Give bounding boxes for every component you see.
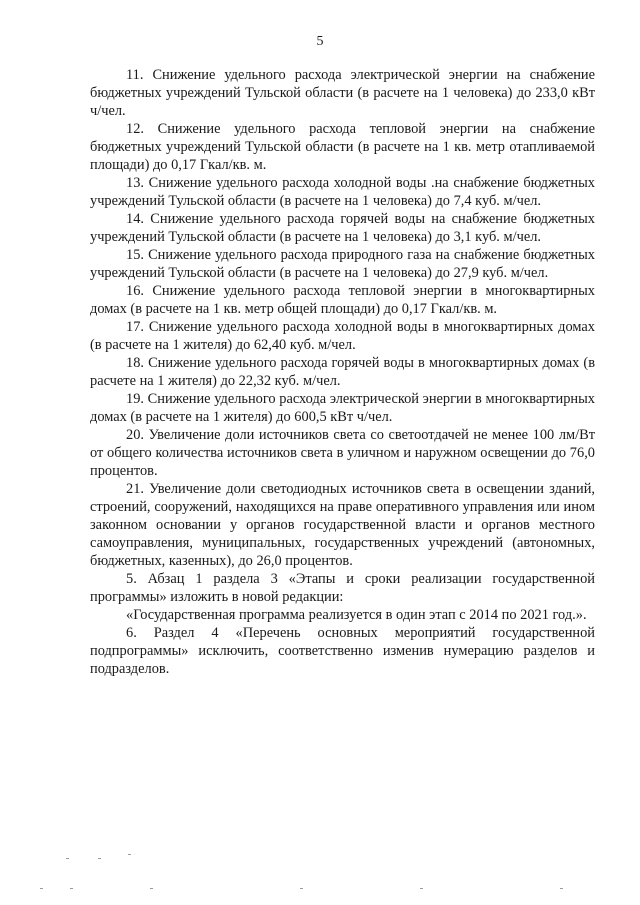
paragraph-item-11: 11. Снижение удельного расхода электрической энергии на снабжение бюджетных учреждений Тульской области (в расчете на 1 человека) до 233,0 кВт ч/чел. — [90, 67, 595, 119]
paragraph-amendment-5: 5. Абзац 1 раздела 3 «Этапы и сроки реализации государственной программы» изложить в новой редакции: — [90, 571, 595, 605]
paragraph-item-16: 16. Снижение удельного расхода тепловой энергии в многоквартирных домах (в расчете на 1 кв. метр общей площади) до 0,17 Гкал/кв. м. — [90, 283, 595, 317]
paragraph-item-13: 13. Снижение удельного расхода холодной воды .на снабжение бюджетных учреждений Тульской области (в расчете на 1 человека) до 7,4 куб. м/чел. — [90, 175, 595, 209]
paragraph-item-14: 14. Снижение удельного расхода горячей воды на снабжение бюджетных учреждений Тульской области (в расчете на 1 человека) до 3,1 куб. м/чел. — [90, 211, 595, 245]
paragraph-item-20: 20. Увеличение доли источников света со светоотдачей не менее 100 лм/Вт от общего количества источников света в уличном и наружном освещении до 76,0 процентов. — [90, 427, 595, 479]
page-number: 5 — [316, 34, 324, 49]
document-body — [90, 66, 595, 678]
paragraph-item-15: 15. Снижение удельного расхода природного газа на снабжение бюджетных учреждений Тульской области (в расчете на 1 человека) до 27,9 куб. м/чел. — [90, 247, 595, 281]
paragraph-quote: «Государственная программа реализуется в один этап с 2014 по 2021 год.». — [126, 607, 587, 623]
paragraph-amendment-6: 6. Раздел 4 «Перечень основных мероприятий государственной подпрограммы» исключить, соответственно изменив нумерацию разделов и подразделов. — [90, 625, 595, 677]
paragraph-item-12: 12. Снижение удельного расхода тепловой энергии на снабжение бюджетных учреждений Тульской области (в расчете на 1 кв. метр отапливаемой площади) до 0,17 Гкал/кв. м. — [90, 121, 595, 173]
paragraph-item-18: 18. Снижение удельного расхода горячей воды в многоквартирных домах (в расчете на 1 жителя) до 22,32 куб. м/чел. — [90, 355, 595, 389]
paragraph-item-19: 19. Снижение удельного расхода электрической энергии в многоквартирных домах (в расчете на 1 жителя) до 600,5 кВт ч/чел. — [90, 391, 595, 425]
paragraph-item-17: 17. Снижение удельного расхода холодной воды в многоквартирных домах (в расчете на 1 жителя) до 62,40 куб. м/чел. — [90, 319, 595, 353]
paragraph-item-21: 21. Увеличение доли светодиодных источников света в освещении зданий, строений, сооружений, находящихся на праве оперативного управления или ином законном основании у органов государственной власти и органов местного самоуправления, муниципальных, государственных учреждений (автономных, бюджетных, казенных), до 26,0 процентов. — [90, 481, 595, 569]
